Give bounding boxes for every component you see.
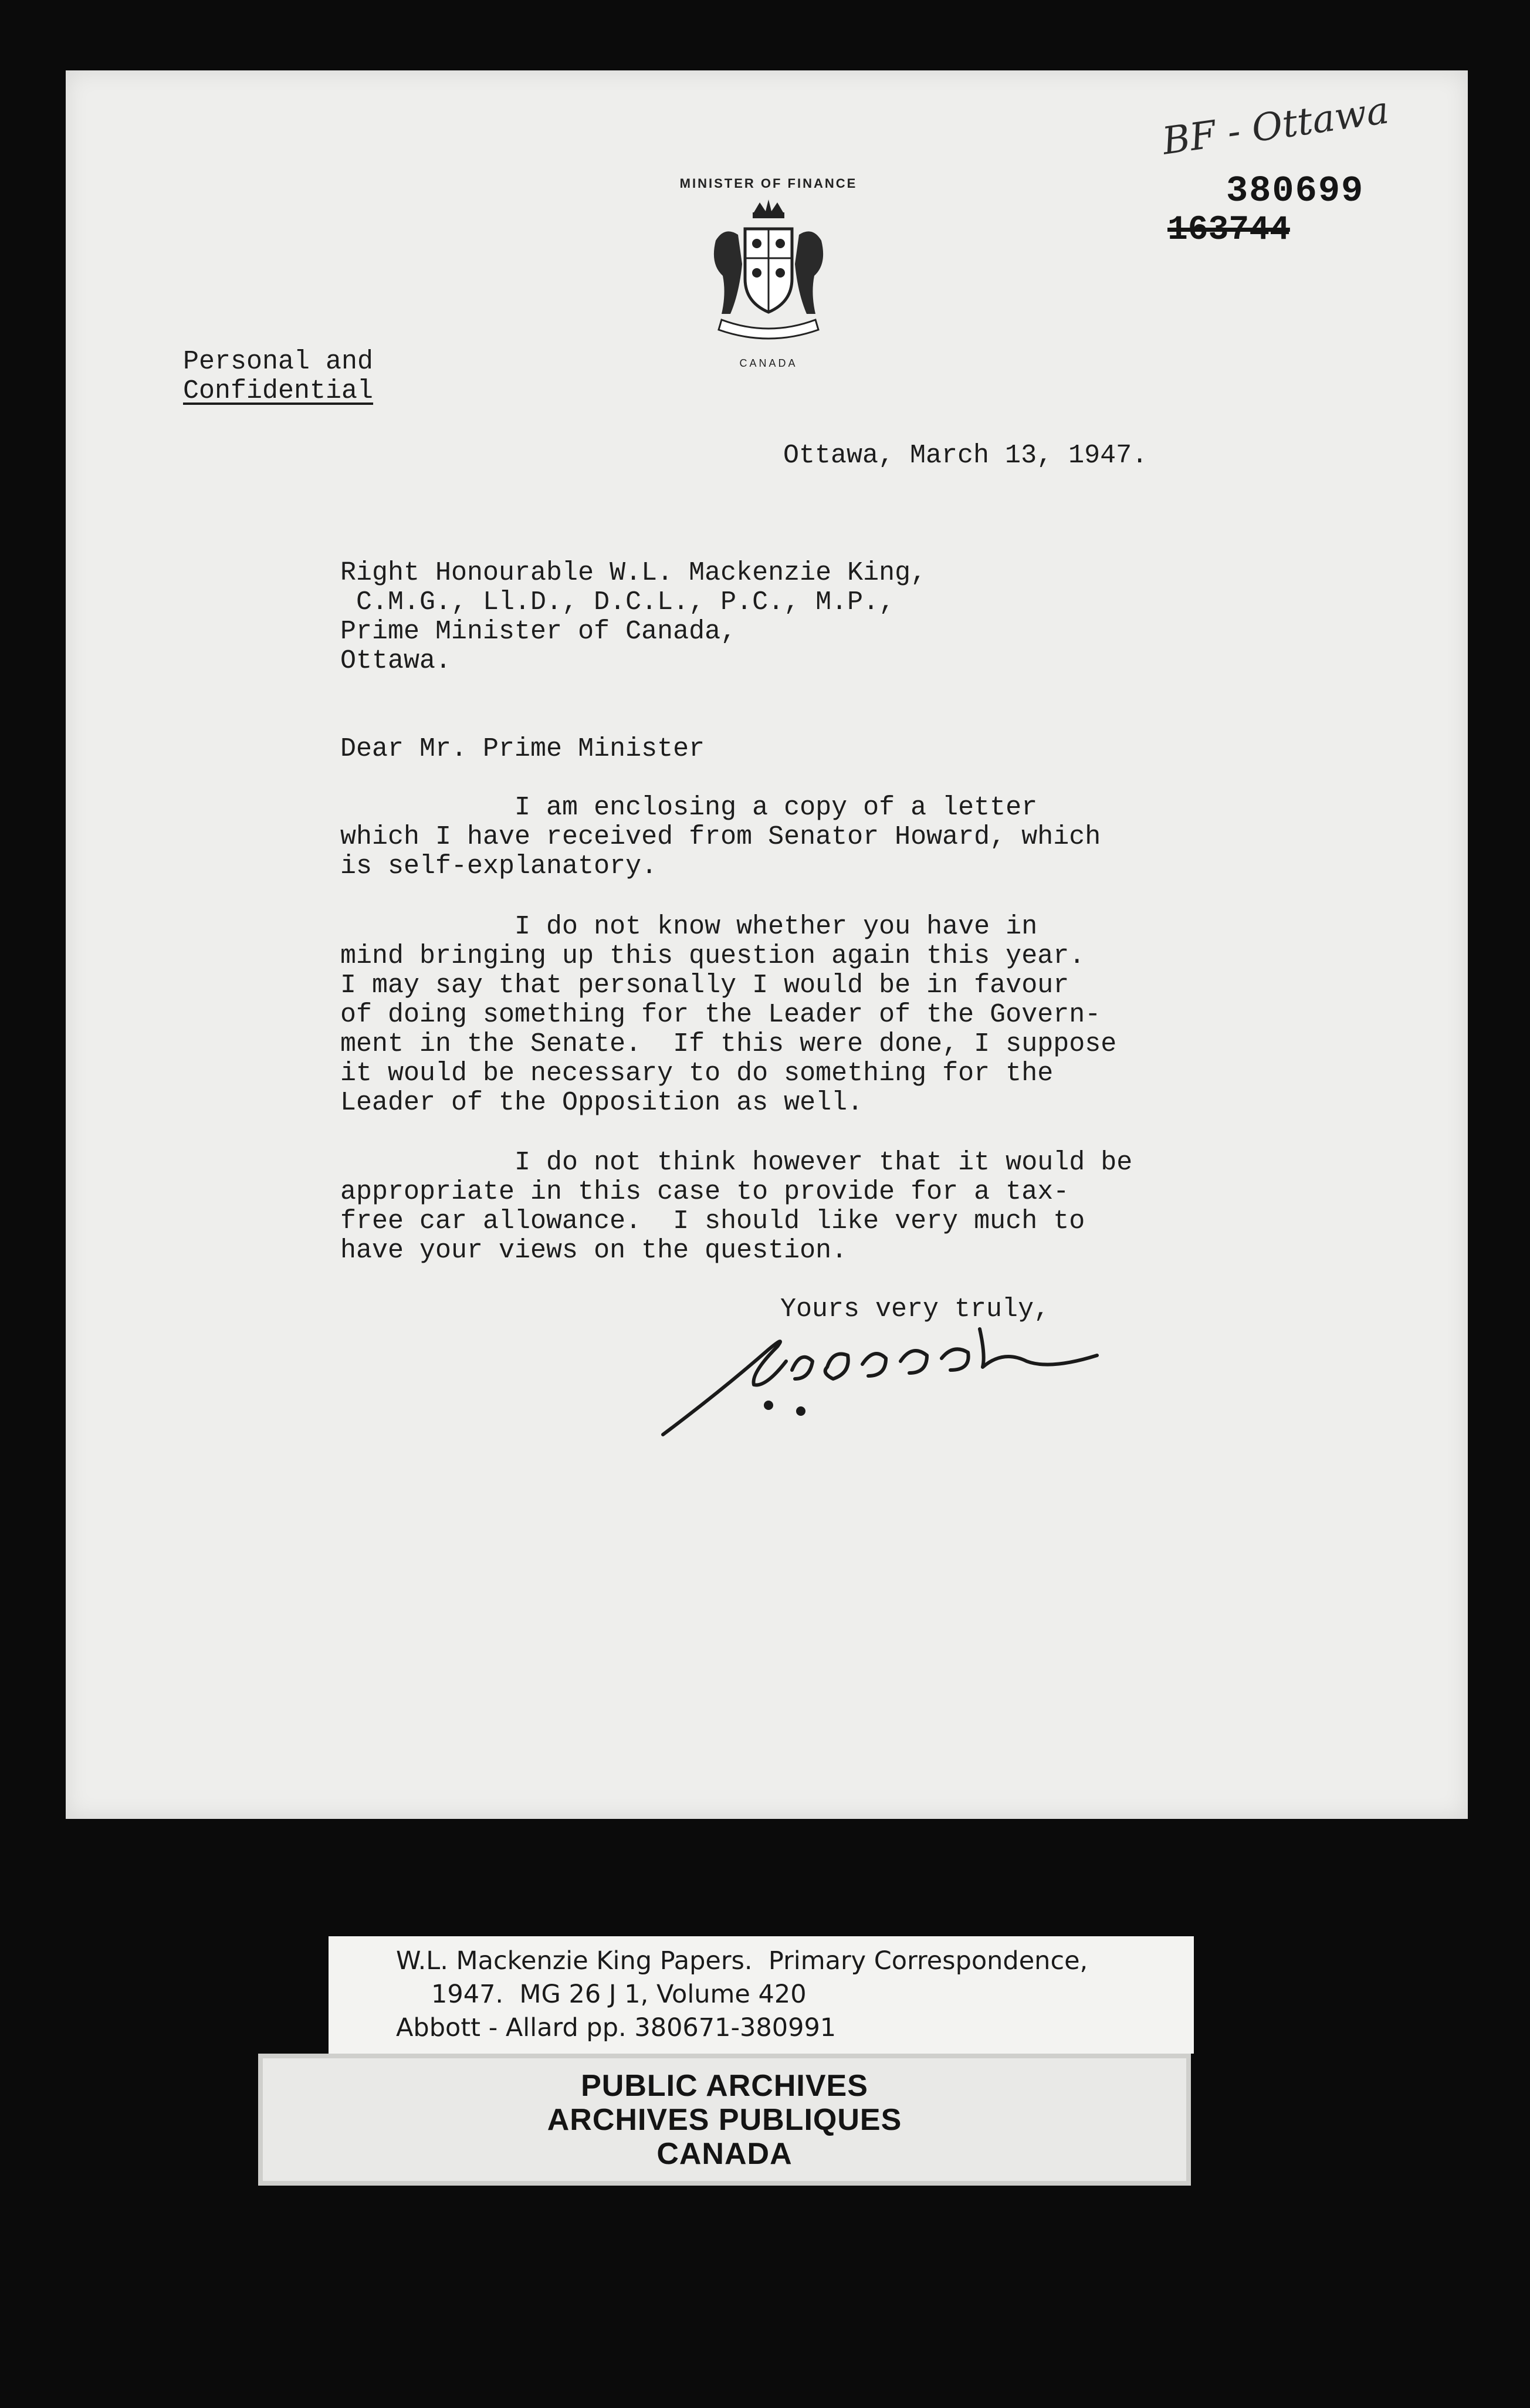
salutation: Dear Mr. Prime Minister [340, 734, 705, 764]
file-number: 380699 [1226, 170, 1365, 212]
crest-caption-bottom: CANADA [739, 357, 798, 369]
addressee-line: C.M.G., Ll.D., D.C.L., P.C., M.P., [340, 587, 895, 617]
body-line: mind bringing up this question again this year. [340, 941, 1085, 971]
addressee-line: Right Honourable W.L. Mackenzie King, [340, 558, 927, 588]
closing: Yours very truly, [780, 1294, 1050, 1324]
archive-stamp-line-2: ARCHIVES PUBLIQUES [547, 2103, 902, 2137]
body-line: ment in the Senate. If this were done, I suppose [340, 1029, 1117, 1059]
letterhead-crest [669, 176, 868, 370]
archive-label-line-1: W.L. Mackenzie King Papers. Primary Correspondence, [396, 1946, 1088, 1976]
body-line: of doing something for the Leader of the Govern- [340, 1000, 1101, 1030]
crest-caption-top: MINISTER OF FINANCE [679, 176, 858, 191]
body-line: I do not think however that it would be [340, 1148, 1133, 1178]
body-line: it would be necessary to do something for the [340, 1058, 1054, 1088]
marking-line-1: Personal and [183, 347, 374, 377]
addressee-line: Ottawa. [340, 646, 452, 676]
coat-of-arms-icon [669, 176, 868, 370]
marking-line-2: Confidential [183, 376, 374, 406]
signature [651, 1291, 1238, 1443]
addressee-line: Prime Minister of Canada, [340, 617, 737, 647]
archive-label-line-3: Abbott - Allard pp. 380671-380991 [396, 2013, 837, 2042]
body-line: I am enclosing a copy of a letter [340, 793, 1038, 823]
old-file-number: 163744 [1167, 211, 1290, 249]
archive-stamp-line-3: CANADA [656, 2137, 793, 2171]
body-line: appropriate in this case to provide for a tax- [340, 1177, 1069, 1207]
archive-label-line-2: 1947. MG 26 J 1, Volume 420 [431, 1980, 807, 2009]
body-line: which I have received from Senator Howard, which [340, 822, 1101, 852]
letter-date: Ottawa, March 13, 1947. [783, 441, 1148, 471]
body-line: free car allowance. I should like very much to [340, 1206, 1085, 1236]
body-line: I may say that personally I would be in favour [340, 970, 1069, 1000]
body-line: is self-explanatory. [340, 851, 658, 881]
handwritten-annotation: BF - Ottawa [1159, 89, 1392, 164]
body-line: Leader of the Opposition as well. [340, 1088, 864, 1118]
archive-stamp-line-1: PUBLIC ARCHIVES [581, 2069, 868, 2103]
body-line: have your views on the question. [340, 1236, 848, 1266]
body-line: I do not know whether you have in [340, 912, 1038, 942]
